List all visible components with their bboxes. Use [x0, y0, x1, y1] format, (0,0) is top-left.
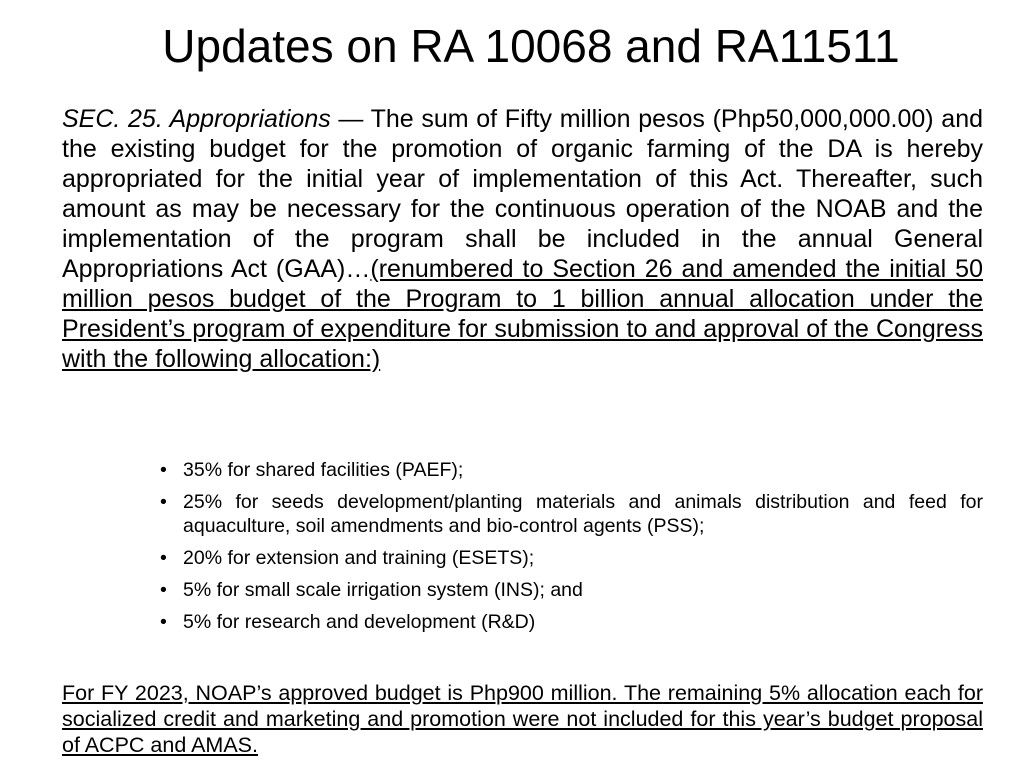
- allocation-text: 5% for small scale irrigation system (INS); and: [183, 579, 583, 601]
- page-title: Updates on RA 10068 and RA11511: [162, 20, 900, 72]
- allocation-list: [160, 458, 983, 642]
- list-item: [160, 546, 983, 570]
- appropriations-body-text: — The sum of Fifty million pesos (Php50,000,000.00) and the existing budget for the promotion of organic farming of the DA is hereby appropriated for the initial year of implementation of this Act. Thereafter, such amount as may be necessary for the continuous operation of the NOAB and the implementation of the program shall be included in the annual General Appropriations Act (GAA)…: [62, 105, 983, 283]
- allocation-text: 35% for shared facilities (PAEF);: [183, 459, 464, 481]
- allocation-text: 20% for extension and training (ESETS);: [183, 547, 535, 569]
- allocation-text: 5% for research and development (R&D): [183, 611, 536, 633]
- bullet-icon: •: [160, 611, 167, 633]
- bullet-icon: •: [160, 579, 167, 601]
- allocation-text: 25% for seeds development/planting materials and animals distribution and feed for aquaculture, soil amendments and bio-control agents (PSS);: [183, 491, 983, 537]
- list-item: [160, 610, 983, 634]
- bullet-icon: •: [160, 459, 167, 481]
- appropriations-paragraph: [62, 104, 983, 374]
- bullet-icon: •: [160, 547, 167, 569]
- list-item: [160, 578, 983, 602]
- amendment-text: (renumbered to Section 26 and amended the initial 50 million pesos budget of the Program to 1 billion annual allocation under the President’s program of expenditure for submission to and approval of the Congress with the following allocation:): [62, 255, 983, 373]
- list-item: [160, 458, 983, 482]
- budget-note: For FY 2023, NOAP’s approved budget is Php900 million. The remaining 5% allocation each for socialized credit and marketing and promotion were not included for this year’s budget proposal of ACPC and AMAS.: [62, 681, 983, 757]
- bullet-icon: •: [160, 491, 167, 513]
- section-heading: SEC. 25. Appropriations: [62, 105, 331, 133]
- list-item: [160, 490, 983, 538]
